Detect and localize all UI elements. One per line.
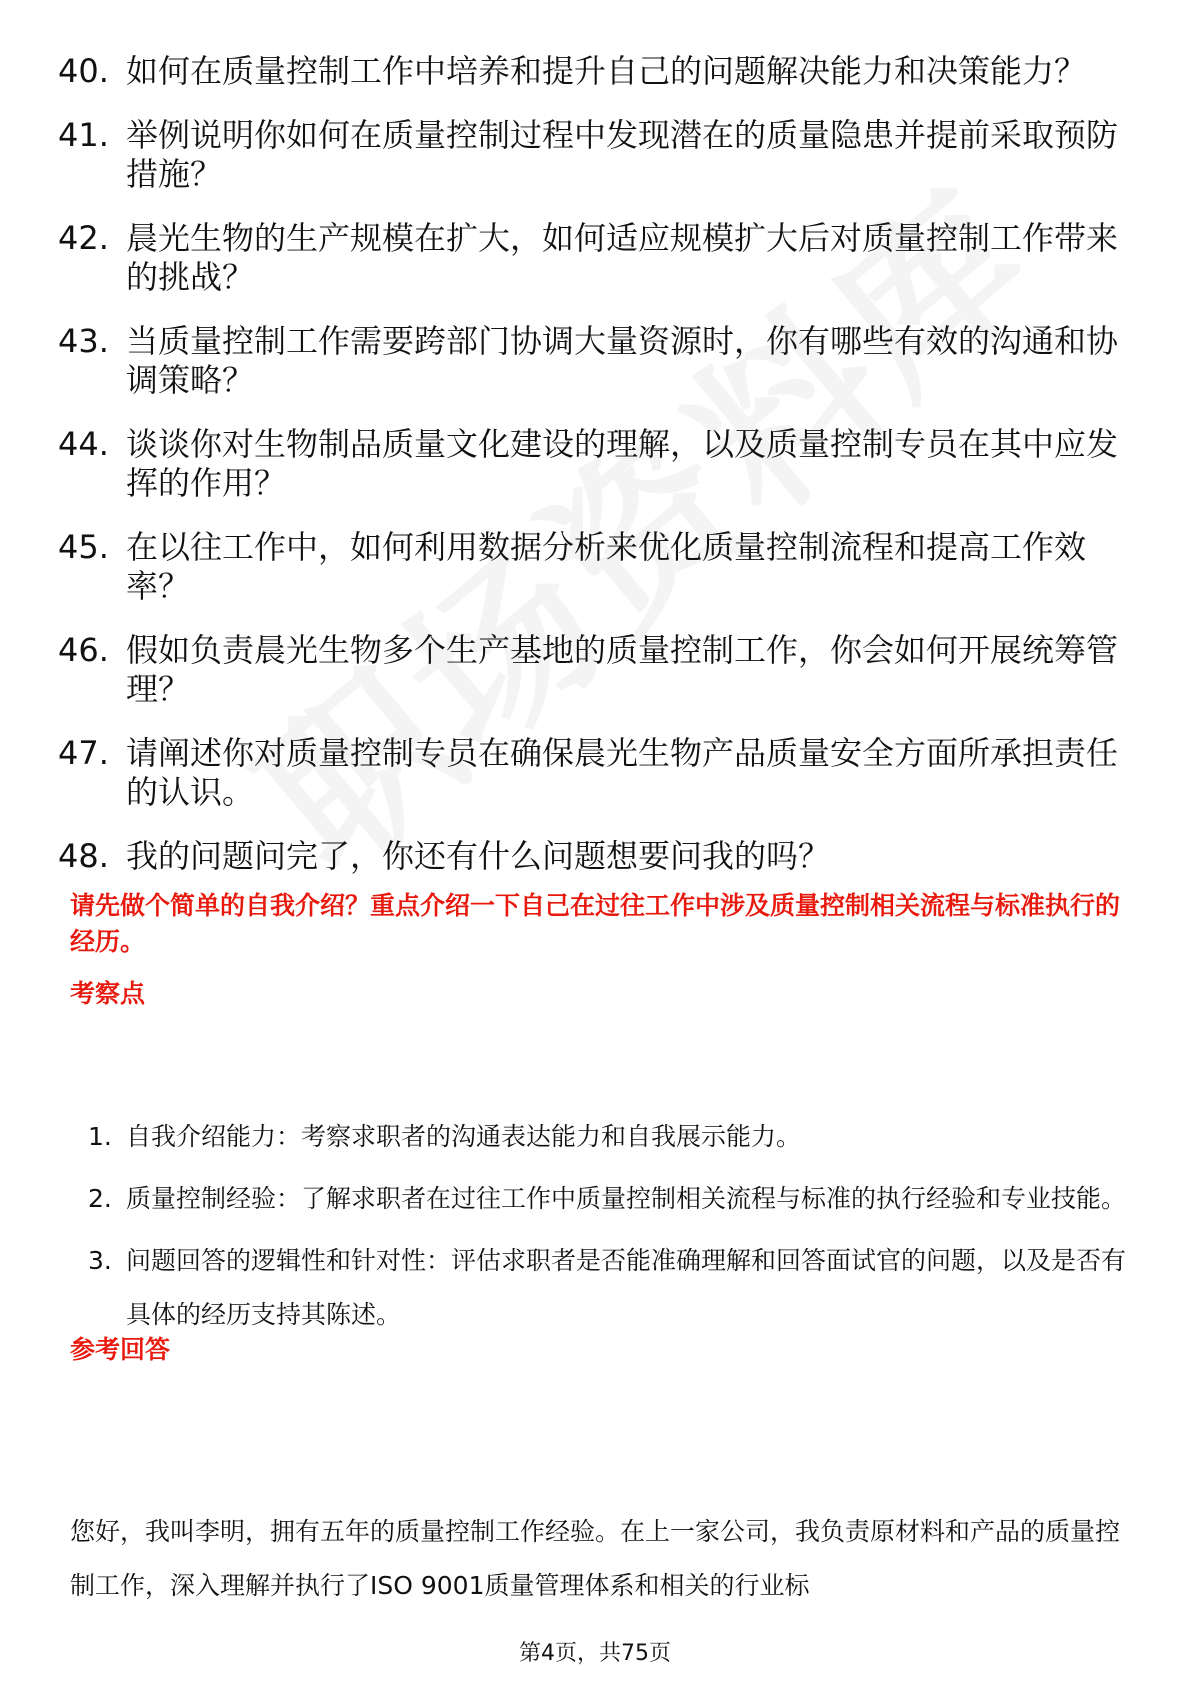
question-number: 41.	[58, 116, 109, 154]
question-text: 请阐述你对质量控制专员在确保晨光生物产品质量安全方面所承担责任的认识。	[126, 734, 1119, 811]
question-item	[58, 52, 1118, 91]
question-number: 47.	[58, 734, 109, 772]
question-text: 如何在质量控制工作中培养和提升自己的问题解决能力和决策能力？	[126, 52, 1087, 90]
kaocha-text: 质量控制经验：了解求职者在过往工作中质量控制相关流程与标准的执行经验和专业技能。	[126, 1184, 1127, 1213]
answer-heading: 参考回答	[70, 1335, 171, 1364]
question-text: 举例说明你如何在质量控制过程中发现潜在的质量隐患并提前采取预防措施？	[126, 116, 1119, 193]
question-text: 谈谈你对生物制品质量文化建设的理解，以及质量控制专员在其中应发挥的作用？	[126, 425, 1119, 502]
kaocha-number: 2.	[88, 1184, 112, 1213]
kaocha-item	[88, 1234, 1128, 1342]
kaocha-item	[88, 1172, 1128, 1226]
question-item	[58, 528, 1118, 606]
question-item	[58, 219, 1118, 297]
question-number: 40.	[58, 52, 109, 90]
question-number: 44.	[58, 425, 109, 463]
kaocha-number: 1.	[88, 1122, 112, 1151]
question-number: 48.	[58, 837, 109, 875]
question-item	[58, 631, 1118, 709]
question-item	[58, 734, 1118, 812]
kaocha-text: 问题回答的逻辑性和针对性：评估求职者是否能准确理解和回答面试官的问题，以及是否有具体的经历支持其陈述。	[126, 1246, 1127, 1329]
question-text: 晨光生物的生产规模在扩大，如何适应规模扩大后对质量控制工作带来的挑战？	[126, 219, 1119, 296]
question-list	[58, 52, 1118, 901]
question-text: 在以往工作中，如何利用数据分析来优化质量控制流程和提高工作效率？	[126, 528, 1087, 605]
question-number: 45.	[58, 528, 109, 566]
kaocha-number: 3.	[88, 1246, 112, 1275]
kaocha-list	[88, 1110, 1128, 1350]
highlight-question: 请先做个简单的自我介绍？重点介绍一下自己在过往工作中涉及质量控制相关流程与标准执行的经历。	[70, 891, 1121, 956]
question-text: 当质量控制工作需要跨部门协调大量资源时，你有哪些有效的沟通和协调策略？	[126, 322, 1119, 399]
question-text: 我的问题问完了，你还有什么问题想要问我的吗？	[126, 837, 831, 875]
answer-text: 您好，我叫李明，拥有五年的质量控制工作经验。在上一家公司，我负责原材料和产品的质量控制工作，深入理解并执行了ISO 9001质量管理体系和相关的行业标	[70, 1517, 1121, 1600]
question-number: 42.	[58, 219, 109, 257]
kaocha-heading: 考察点	[70, 979, 146, 1008]
question-item	[58, 425, 1118, 503]
kaocha-text: 自我介绍能力：考察求职者的沟通表达能力和自我展示能力。	[126, 1122, 802, 1151]
question-text: 假如负责晨光生物多个生产基地的质量控制工作，你会如何开展统筹管理？	[126, 631, 1119, 708]
question-item	[58, 837, 1118, 876]
page-footer: 第4页，共75页	[519, 1641, 671, 1666]
kaocha-item	[88, 1110, 1128, 1164]
question-item	[58, 322, 1118, 400]
question-number: 46.	[58, 631, 109, 669]
question-item	[58, 116, 1118, 194]
question-number: 43.	[58, 322, 109, 360]
